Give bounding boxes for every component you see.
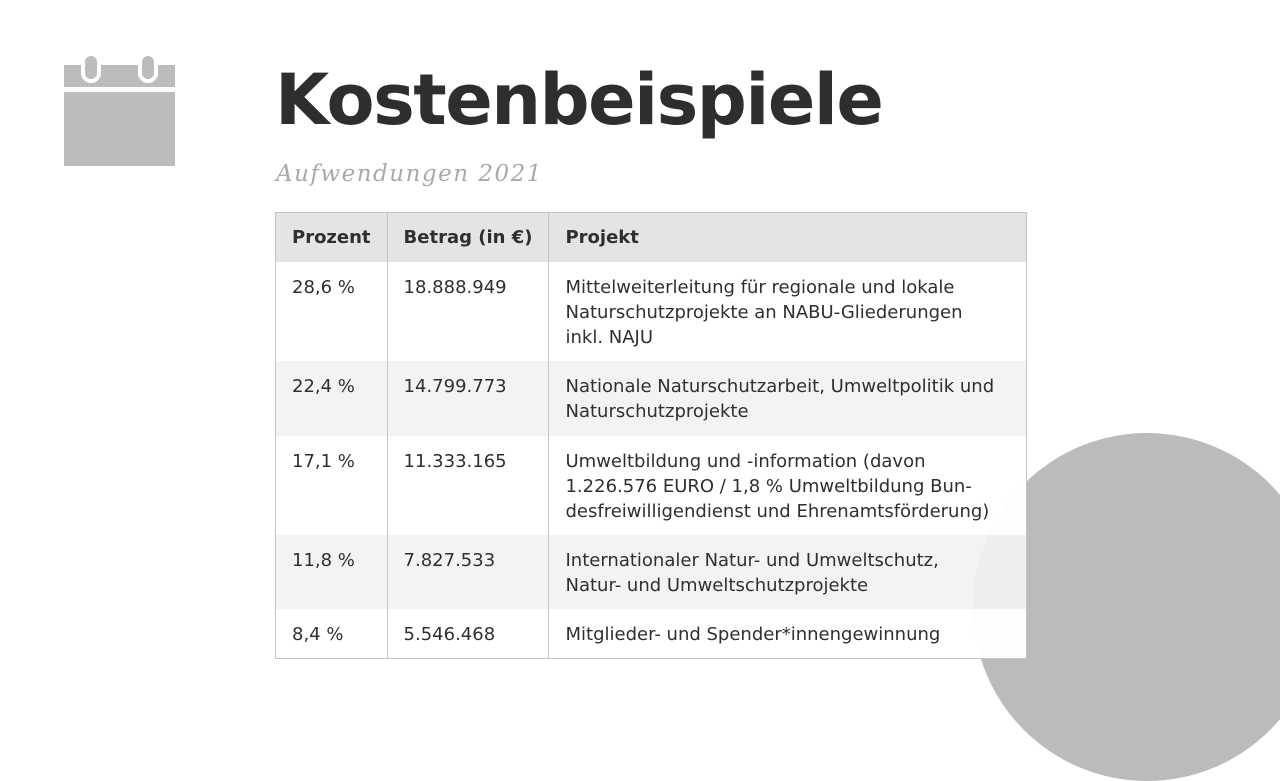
table-header [276,213,1027,262]
cell-projekt [549,535,1027,609]
calendar-icon-top-bar [64,65,175,87]
calendar-icon-body [64,92,175,166]
cell-prozent: 28,6 % [276,262,388,361]
table-row [276,609,1027,659]
calendar-icon-ring-right [140,54,156,81]
column-header-betrag: Betrag (in €) [387,213,549,262]
cell-prozent: 22,4 % [276,361,388,436]
cell-projekt [549,361,1027,436]
project-text-line: Internationaler Natur- und Umweltschutz, [565,549,939,571]
table-row [276,436,1027,535]
project-text-line: Natur- und Umweltschutzprojekte [565,574,869,596]
cell-betrag: 14.799.773 [387,361,549,436]
project-text-line: Umweltbildung und -information (davon [565,450,926,472]
table-body [276,262,1027,659]
calendar-icon [64,52,175,166]
page-title: Kostenbeispiele [275,59,883,141]
cell-projekt [549,609,1027,659]
cell-projekt [549,262,1027,361]
table-row [276,262,1027,361]
cell-prozent: 17,1 % [276,436,388,535]
calendar-icon-ring-left [83,54,99,81]
cost-table [275,212,1027,659]
project-text-line: Nationale Naturschutzarbeit, Umweltpolitik und [565,375,995,397]
table-row [276,535,1027,609]
cell-betrag: 7.827.533 [387,535,549,609]
cell-betrag: 5.546.468 [387,609,549,659]
column-header-prozent: Prozent [276,213,388,262]
project-text-line: Mitglieder- und Spender*innengewinnung [565,623,941,645]
project-text-line: Naturschutzprojekte [565,400,749,422]
project-text-line: inkl. NAJU [565,326,654,348]
project-text-line: Mittelweiterleitung für regionale und lokale [565,276,955,298]
cell-prozent: 11,8 % [276,535,388,609]
cell-betrag: 18.888.949 [387,262,549,361]
cell-betrag: 11.333.165 [387,436,549,535]
project-text-line: desfreiwilligendienst und Ehrenamtsförderung) [565,500,990,522]
column-header-projekt: Projekt [549,213,1027,262]
table-header-row [276,213,1027,262]
page-subtitle: Aufwendungen 2021 [276,161,543,187]
table-row [276,361,1027,436]
cell-projekt [549,436,1027,535]
project-text-line: 1.226.576 EURO / 1,8 % Umweltbildung Bun- [565,475,972,497]
cell-prozent: 8,4 % [276,609,388,659]
project-text-line: Naturschutzprojekte an NABU-Gliederungen [565,301,963,323]
